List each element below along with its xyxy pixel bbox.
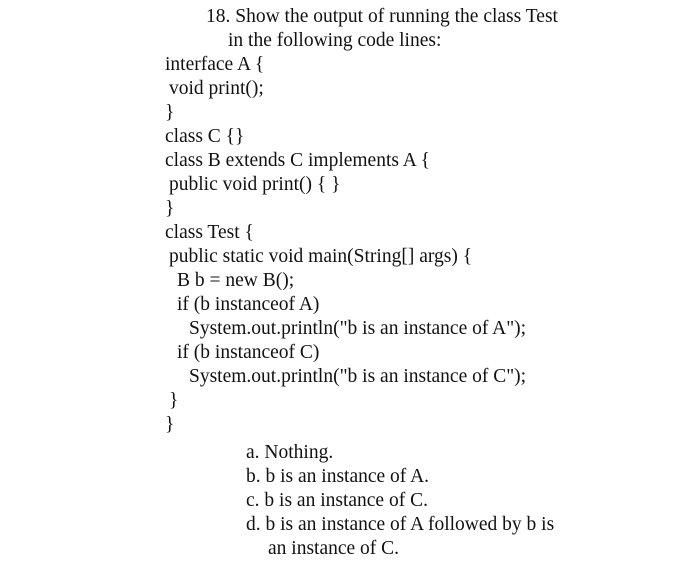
option-d-line-2: an instance of C. — [268, 538, 400, 559]
code-line: class C {} — [165, 126, 245, 147]
code-line: class Test { — [165, 222, 254, 243]
option-c: c. b is an instance of C. — [246, 490, 428, 511]
question-title-line-1: 18. Show the output of running the class Test — [206, 6, 558, 27]
option-b: b. b is an instance of A. — [246, 466, 430, 487]
option-d-line-1: d. b is an instance of A followed by b is — [246, 514, 555, 535]
code-line: B b = new B(); — [177, 270, 295, 291]
code-line: } — [165, 414, 175, 435]
code-line: void print(); — [169, 78, 264, 99]
code-line: } — [169, 390, 179, 411]
code-line: if (b instanceof A) — [177, 294, 320, 315]
code-line: } — [165, 198, 175, 219]
code-line: interface A { — [165, 54, 265, 75]
code-line: } — [165, 102, 175, 123]
code-line: class B extends C implements A { — [165, 150, 431, 171]
code-line: System.out.println("b is an instance of A"); — [189, 318, 527, 339]
code-line: public static void main(String[] args) { — [169, 246, 473, 267]
option-a: a. Nothing. — [246, 442, 334, 463]
question-title-line-2: in the following code lines: — [228, 30, 442, 51]
code-line: if (b instanceof C) — [177, 342, 320, 363]
code-line: public void print() { } — [169, 174, 341, 195]
code-line: System.out.println("b is an instance of C"); — [189, 366, 527, 387]
